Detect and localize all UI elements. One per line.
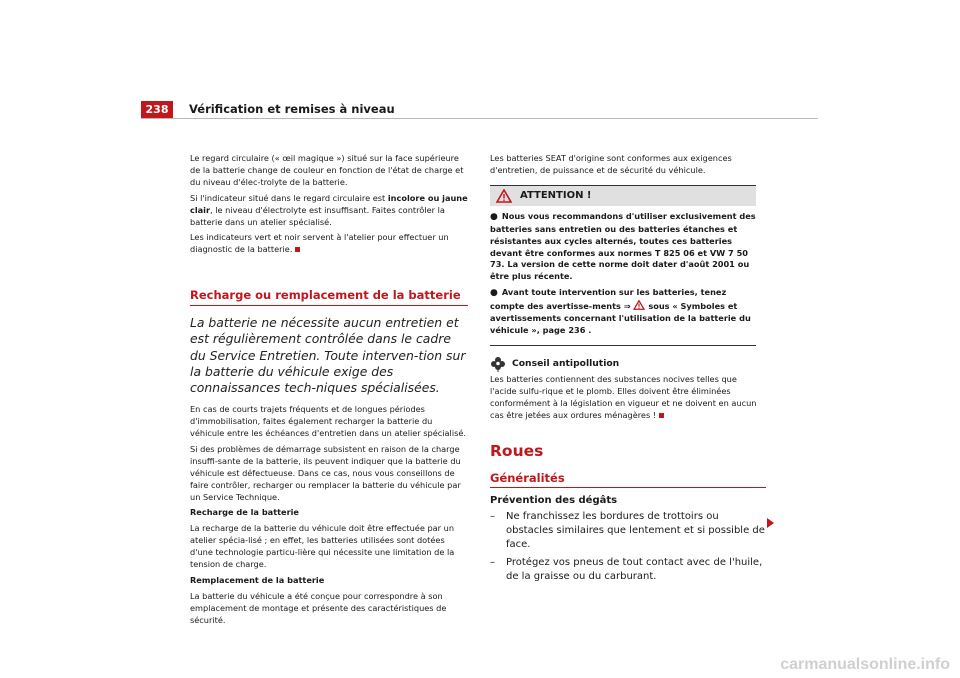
environment-flower-icon <box>490 356 506 372</box>
warning-item: ● Nous vous recommandons d'utiliser exclusivement des batteries sans entretien ou des batteries étanches et résistantes aux cycles alternés, toutes ces batteries devant être conformes aux normes T 825 06 et VW 7 50 73. La version de cette norme doit dater d'août 2001 ou être plus récente. <box>490 210 756 282</box>
section-intro: La batterie ne nécessite aucun entretien et est régulièrement contrôlée dans le cadre du Service Entretien. Toute interven-tion sur la batterie du véhicule exige des connaissances tech-niques spécialisées. <box>190 315 466 395</box>
warning-box <box>490 185 756 346</box>
paragraph-start-problems: Si des problèmes de démarrage subsistent en raison de la charge insuffi-sante de la batterie, ils peuvent indiquer que la batterie du véhicule est défectueuse. Dans ce cas, nous vous conseillons de faire contrôler, recharger ou remplacer la batterie du véhicule par un Service Technique. <box>190 443 461 502</box>
section-title-recharge: Recharge ou remplacement de la batterie <box>190 290 468 306</box>
paragraph-short-trips: En cas de courts trajets fréquents et de longues périodes d'immobilisation, faites également recharger la batterie du véhicule entre les échéances d'entretien dans un atelier spécialisé. <box>190 404 467 438</box>
subheading-recharge: Recharge de la batterie <box>190 507 299 518</box>
left-column <box>190 153 468 631</box>
warning-triangle-icon <box>496 189 512 203</box>
warning-header <box>490 186 756 206</box>
paragraph-recharge: La recharge de la batterie du véhicule doit être effectuée par un atelier spécia-lisé ; en effet, les batteries utilisées sont dotées d'une technologie particu-lière qui nécessite une limitation de la tension de charge. <box>190 523 455 570</box>
paragraph-seat-batteries: Les batteries SEAT d'origine sont conformes aux exigences d'entretien, de puissance et de sécurité du véhicule. <box>490 153 732 175</box>
bullet-icon: ● <box>490 211 498 222</box>
paragraph-indicator-diag: Les indicateurs vert et noir servent à l'atelier pour effectuer un diagnostic de la batterie. <box>190 232 449 255</box>
chapter-title-wheels: Roues <box>490 441 544 460</box>
bullet-icon: ● <box>490 288 498 299</box>
right-column <box>490 153 766 588</box>
dash-marker: – <box>490 511 495 523</box>
dash-marker: – <box>490 557 495 569</box>
end-marker-icon <box>659 413 664 418</box>
warning-item: ● Avant toute intervention sur les batteries, tenez compte des avertisse-ments ⇒ sous « Symboles et avertissements concernant l'utilisation de la batterie du véhicule », page 236 . <box>490 287 751 335</box>
continue-arrow-icon <box>767 518 774 528</box>
subheading-prevention: Prévention des dégâts <box>490 495 618 507</box>
paragraph-indicator-color: Le regard circulaire (« œil magique ») situé sur la face supérieure de la batterie change de couleur en fonction de l'état de charge et du niveau d'élec-trolyte de la batterie. <box>190 153 464 187</box>
environment-header <box>490 356 766 372</box>
subheading-replacement: Remplacement de la batterie <box>190 574 325 585</box>
warning-title: ATTENTION ! <box>520 189 592 201</box>
paragraph-replacement: La batterie du véhicule a été conçue pour correspondre à son emplacement de montage et présente des caractéristiques de sécurité. <box>190 590 447 625</box>
paragraph-environment: Les batteries contiennent des substances nocives telles que l'acide sulfu-rique et le plomb. Elles doivent être éliminées conformément à la législation en vigueur et ne doivent en aucun cas être jetées aux ordures ménagères ! <box>490 373 757 420</box>
list-item: – Ne franchissez les bordures de trottoirs ou obstacles similaires que lentement et si possible de face. <box>490 511 765 551</box>
warning-triangle-icon <box>633 300 645 310</box>
paragraph-indicator-clear: Si l'indicateur situé dans le regard circulaire est incolore ou jaune clair, le niveau d'électrolyte est insuffisant. Faites contrôler la batterie dans un atelier spécialisé. <box>190 192 468 227</box>
end-marker-icon <box>295 247 300 252</box>
page-number: 238 <box>141 101 173 119</box>
list-item: – Protégez vos pneus de tout contact avec de l'huile, de la graisse ou du carburant. <box>490 557 763 583</box>
environment-title: Conseil antipollution <box>512 357 620 369</box>
section-title-general: Généralités <box>490 473 766 488</box>
running-header: Vérification et remises à niveau <box>189 102 395 116</box>
watermark: carmanualsonline.info <box>780 656 950 673</box>
header-rule <box>141 118 818 119</box>
